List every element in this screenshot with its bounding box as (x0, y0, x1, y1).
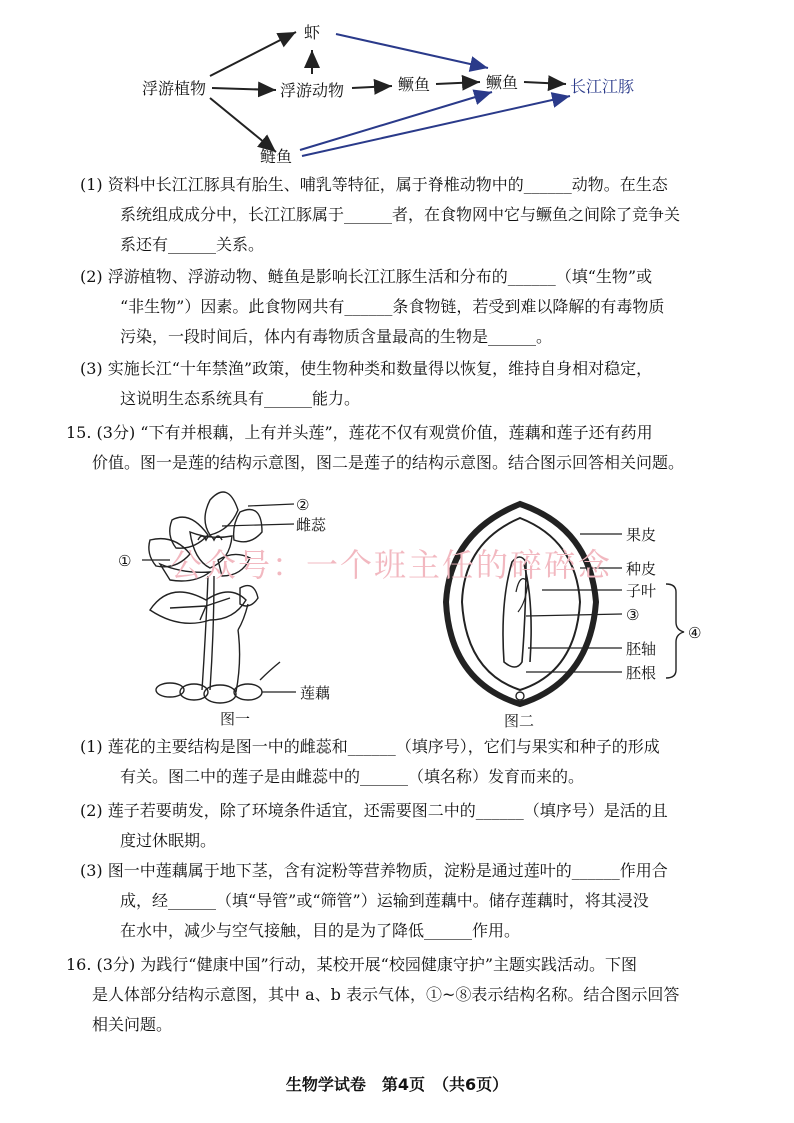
q14-part1 (80, 170, 740, 260)
q15-p1-line1: (1) 莲花的主要结构是图一中的雌蕊和______（填序号），它们与果实和种子的形成 (80, 737, 660, 756)
arrow-silver-porpoise (302, 96, 570, 156)
fig1-label-root: 莲藕 (300, 684, 331, 702)
fig2-label-pericarp: 果皮 (626, 526, 657, 544)
q15-p2-line1: (2) 莲子若要萌发，除了环境条件适宜，还需要图二中的______（填序号）是活的且 (80, 801, 668, 820)
node-mandarin-fish: 鳜鱼 (398, 75, 431, 94)
arrow-zoo-mandarin (352, 86, 392, 88)
fig1-label-pistil: 雌蕊 (296, 516, 327, 534)
q16-line2: 是人体部分结构示意图，其中 a、b 表示气体，①~⑧表示结构名称。结合图示回答 (92, 985, 680, 1004)
figure-lotus-seed (430, 492, 720, 732)
q14-p2-line1: (2) 浮游植物、浮游动物、鲢鱼是影响长江江豚生活和分布的______（填“生物”或 (80, 267, 653, 286)
q14-p2-line2: “非生物”）因素。此食物网共有______条食物链，若受到难以降解的有毒物质 (120, 297, 665, 316)
fig2-label-4: ④ (688, 624, 702, 642)
fig1-caption: 图一 (220, 710, 251, 728)
q14-p1-line3: 系还有______关系。 (120, 235, 265, 254)
q15-p3-line1: (3) 图一中莲藕属于地下茎，含有淀粉等营养物质，淀粉是通过莲叶的______作用合 (80, 861, 668, 880)
fig1-label-2: ② (296, 496, 310, 514)
arrow-mandarin-perch (436, 82, 480, 84)
fig2-label-hypocotyl: 胚轴 (626, 640, 657, 658)
fig2-label-cotyledon: 子叶 (626, 582, 657, 600)
node-perch: 鳜鱼 (486, 73, 519, 92)
fig2-label-radicle: 胚根 (626, 664, 657, 682)
q15-p3-line2: 成，经______（填“导管”或“筛管”）运输到莲藕中。储存莲藕时，将其浸没 (120, 891, 649, 910)
q15-part2 (80, 796, 740, 856)
watermark: 公众号：一个班主任的碎碎念 (170, 546, 613, 584)
arrow-phyto-silver (210, 98, 276, 152)
q14-part2 (80, 262, 740, 352)
food-web-diagram (130, 10, 670, 175)
node-phytoplankton: 浮游植物 (142, 79, 207, 98)
q14-p3-line1: (3) 实施长江“十年禁渔”政策，使生物种类和数量得以恢复，维持自身相对稳定， (80, 359, 653, 378)
arrow-perch-porpoise (524, 82, 566, 84)
q16-line1: 16. (3分) 为践行“健康中国”行动，某校开展“校园健康守护”主题实践活动。下图 (66, 955, 638, 974)
q15-part1 (80, 732, 740, 792)
fig1-label-1: ① (118, 552, 132, 570)
q15-intro-line2: 价值。图一是莲的结构示意图，图二是莲子的结构示意图。结合图示回答相关问题。 (92, 453, 685, 472)
arrow-phyto-zoo (212, 88, 276, 90)
fig2-caption: 图二 (504, 712, 535, 730)
q14-part3 (80, 354, 740, 414)
arrow-phyto-shrimp (210, 32, 296, 76)
q15-p2-line2: 度过休眠期。 (120, 831, 217, 850)
node-shrimp: 虾 (304, 23, 321, 42)
node-zooplankton: 浮游动物 (280, 81, 345, 100)
q15-p1-line2: 有关。图二中的莲子是由雌蕊中的______（填名称）发育而来的。 (120, 767, 585, 786)
q14-p1-line1: (1) 资料中长江江豚具有胎生、哺乳等特征，属于脊椎动物中的______动物。在生态 (80, 175, 668, 194)
fig2-label-seedcoat: 种皮 (626, 560, 657, 578)
q14-p1-line2: 系统组成成分中，长江江豚属于______者，在食物网中它与鳜鱼之间除了竞争关 (120, 205, 681, 224)
q16-line3: 相关问题。 (92, 1015, 173, 1034)
arrow-silver-perch (300, 92, 492, 150)
q16 (66, 950, 746, 1040)
fig2-label-3: ③ (626, 606, 640, 624)
q15-intro-line1: 15. (3分) “下有并根藕，上有并头莲”，莲花不仅有观赏价值，莲藕和莲子还有药用 (66, 423, 653, 442)
arrow-shrimp-perch (336, 34, 488, 68)
q14-p3-line2: 这说明生态系统具有______能力。 (120, 389, 361, 408)
q15-intro (66, 418, 746, 478)
figure-lotus-plant (110, 480, 370, 730)
q14-p2-line3: 污染，一段时间后，体内有毒物质含量最高的生物是______。 (120, 327, 553, 346)
q15-p3-line3: 在水中，减少与空气接触，目的是为了降低______作用。 (120, 921, 521, 940)
page-footer: 生物学试卷 第4页 （共6页） (285, 1075, 509, 1094)
q15-part3 (80, 856, 740, 946)
node-porpoise: 长江江豚 (570, 77, 635, 96)
node-silver-carp: 鲢鱼 (260, 147, 293, 166)
